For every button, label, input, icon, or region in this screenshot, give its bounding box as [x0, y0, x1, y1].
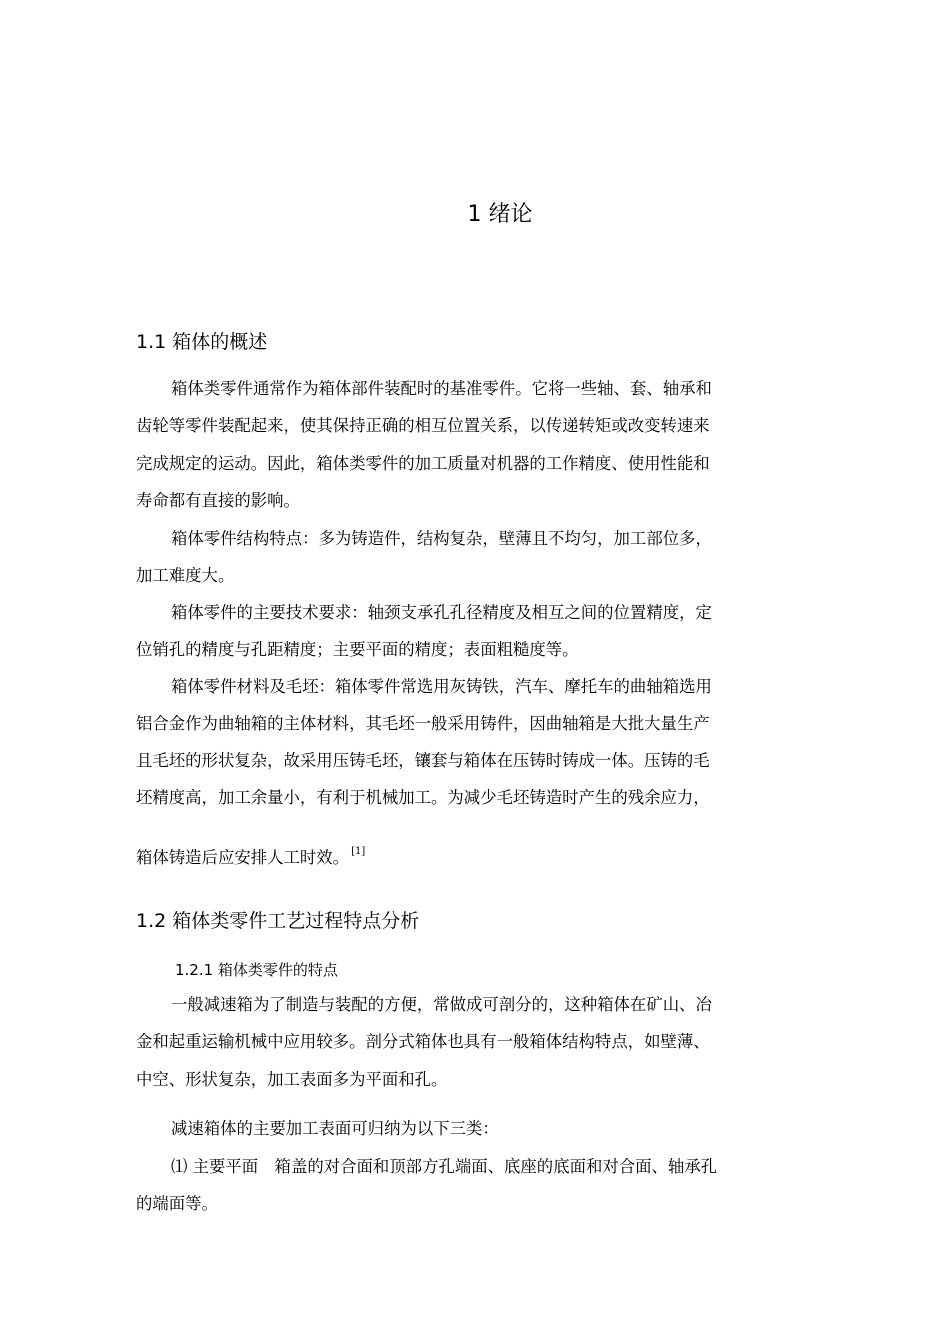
chapter-title: 1 绪论 — [467, 202, 533, 227]
text-line: 齿轮等零件装配起来，使其保持正确的相互位置关系，以传递转矩或改变转速来 — [136, 416, 710, 435]
text-line: 一般减速箱为了制造与装配的方便，常做成可剖分的，这种箱体在矿山、冶 — [171, 995, 712, 1014]
text-line: 箱体零件材料及毛坯：箱体零件常选用灰铸铁，汽车、摩托车的曲轴箱选用 — [171, 677, 712, 696]
text-line: 箱体类零件通常作为箱体部件装配时的基准零件。它将一些轴、套、轴承和 — [171, 379, 712, 398]
text-line: 中空、形状复杂，加工表面多为平面和孔。 — [136, 1070, 448, 1089]
text-line: 金和起重运输机械中应用较多。剖分式箱体也具有一般箱体结构特点，如壁薄、 — [136, 1032, 710, 1051]
text-line-with-citation — [136, 846, 365, 870]
text-line: 加工难度大。 — [136, 566, 235, 585]
text-line: ⑴ 主要平面 箱盖的对合面和顶部方孔端面、底座的底面和对合面、轴承孔 — [171, 1157, 718, 1176]
citation-ref: [1] — [351, 846, 366, 857]
text-line: 且毛坯的形状复杂，故采用压铸毛坯，镶套与箱体在压铸时铸成一体。压铸的毛 — [136, 751, 710, 770]
text-line: 的端面等。 — [136, 1194, 218, 1213]
text-line: 减速箱体的主要加工表面可归纳为以下三类： — [171, 1119, 499, 1138]
text-line: 位销孔的精度与孔距精度；主要平面的精度；表面粗糙度等。 — [136, 640, 579, 659]
subsection-heading-1-2-1: 1.2.1 箱体类零件的特点 — [175, 961, 338, 979]
section-heading-1-2: 1.2 箱体类零件工艺过程特点分析 — [136, 910, 420, 932]
text-line: 铝合金作为曲轴箱的主体材料，其毛坯一般采用铸件，因曲轴箱是大批大量生产 — [136, 714, 710, 733]
text-line: 寿命都有直接的影响。 — [136, 491, 300, 510]
text-line: 坯精度高，加工余量小，有利于机械加工。为减少毛坯铸造时产生的残余应力， — [136, 788, 710, 807]
section-heading-1-1: 1.1 箱体的概述 — [136, 331, 268, 353]
text-line: 箱体零件的主要技术要求：轴颈支承孔孔径精度及相互之间的位置精度，定 — [171, 603, 712, 622]
text-line: 完成规定的运动。因此，箱体类零件的加工质量对机器的工作精度、使用性能和 — [136, 454, 710, 473]
text-line: 箱体零件结构特点：多为铸造件，结构复杂，壁薄且不均匀，加工部位多， — [171, 529, 712, 548]
text-line: 箱体铸造后应安排人工时效。 — [136, 848, 350, 867]
